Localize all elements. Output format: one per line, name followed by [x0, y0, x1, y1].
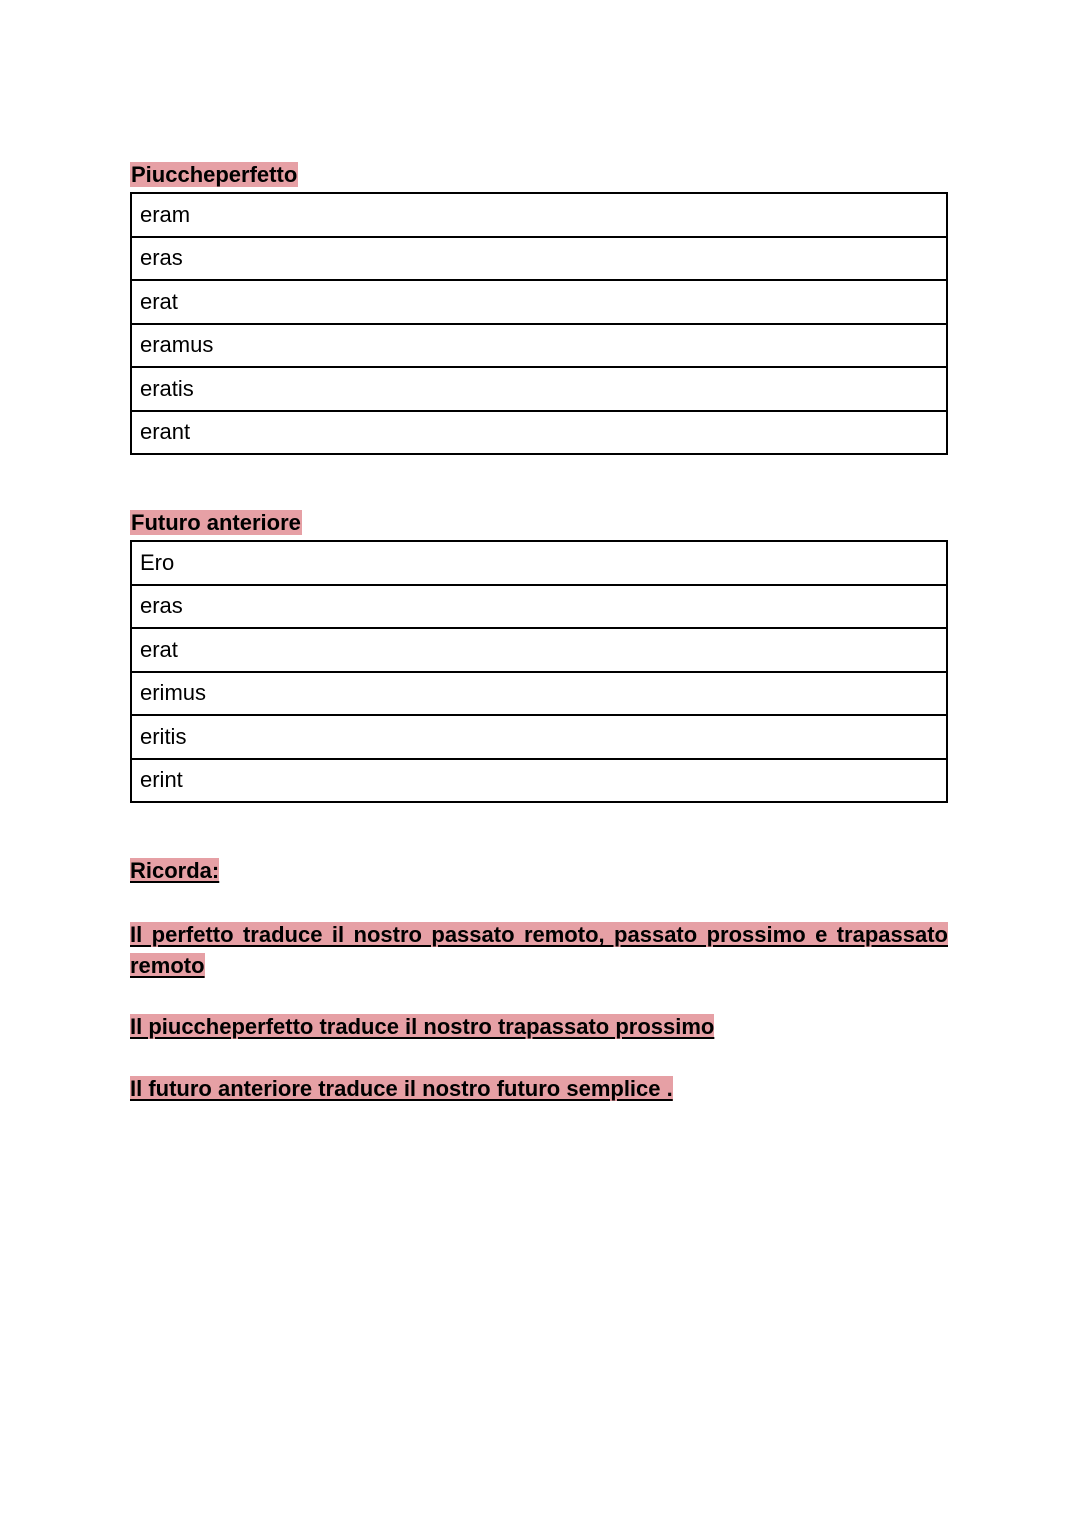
table-cell: eras: [131, 237, 947, 281]
note-piuccheperfetto-text: Il piuccheperfetto traduce il nostro trapassato prossimo: [130, 1014, 715, 1039]
table-cell: erant: [131, 411, 947, 455]
table-row: [131, 585, 947, 629]
table-row: [131, 193, 947, 237]
table-cell: erimus: [131, 672, 947, 716]
conjugation-table-futuro-anteriore: [130, 540, 948, 803]
table-row: [131, 237, 947, 281]
table-cell: eram: [131, 193, 947, 237]
table-row: [131, 280, 947, 324]
note-perfetto-text: Il perfetto traduce il nostro passato remoto, passato prossimo e trapassato remoto: [130, 922, 948, 978]
table-row: [131, 672, 947, 716]
table-cell: eramus: [131, 324, 947, 368]
table-row: [131, 759, 947, 803]
table-row: [131, 411, 947, 455]
table-cell: erat: [131, 280, 947, 324]
table-cell: eras: [131, 585, 947, 629]
table-row: [131, 715, 947, 759]
notes-heading: [130, 857, 948, 885]
table-cell: eritis: [131, 715, 947, 759]
table-row: [131, 324, 947, 368]
table-row: [131, 628, 947, 672]
table-cell: erat: [131, 628, 947, 672]
table-cell: eratis: [131, 367, 947, 411]
table-cell: erint: [131, 759, 947, 803]
table-row: [131, 541, 947, 585]
conjugation-table-piuccheperfetto: [130, 192, 948, 455]
note-futuro-anteriore: [130, 1075, 948, 1103]
section-title-text: Piuccheperfetto: [131, 162, 298, 187]
note-perfetto: [130, 919, 948, 981]
note-futuro-text: Il futuro anteriore traduce il nostro futuro semplice .: [130, 1076, 673, 1101]
section-title-futuro-anteriore: [130, 509, 302, 537]
table-row: [131, 367, 947, 411]
table-cell: Ero: [131, 541, 947, 585]
note-piuccheperfetto: [130, 1013, 948, 1041]
section-title-text: Futuro anteriore: [131, 510, 301, 535]
notes-heading-text: Ricorda:: [130, 858, 220, 883]
section-title-piuccheperfetto: [130, 161, 298, 189]
